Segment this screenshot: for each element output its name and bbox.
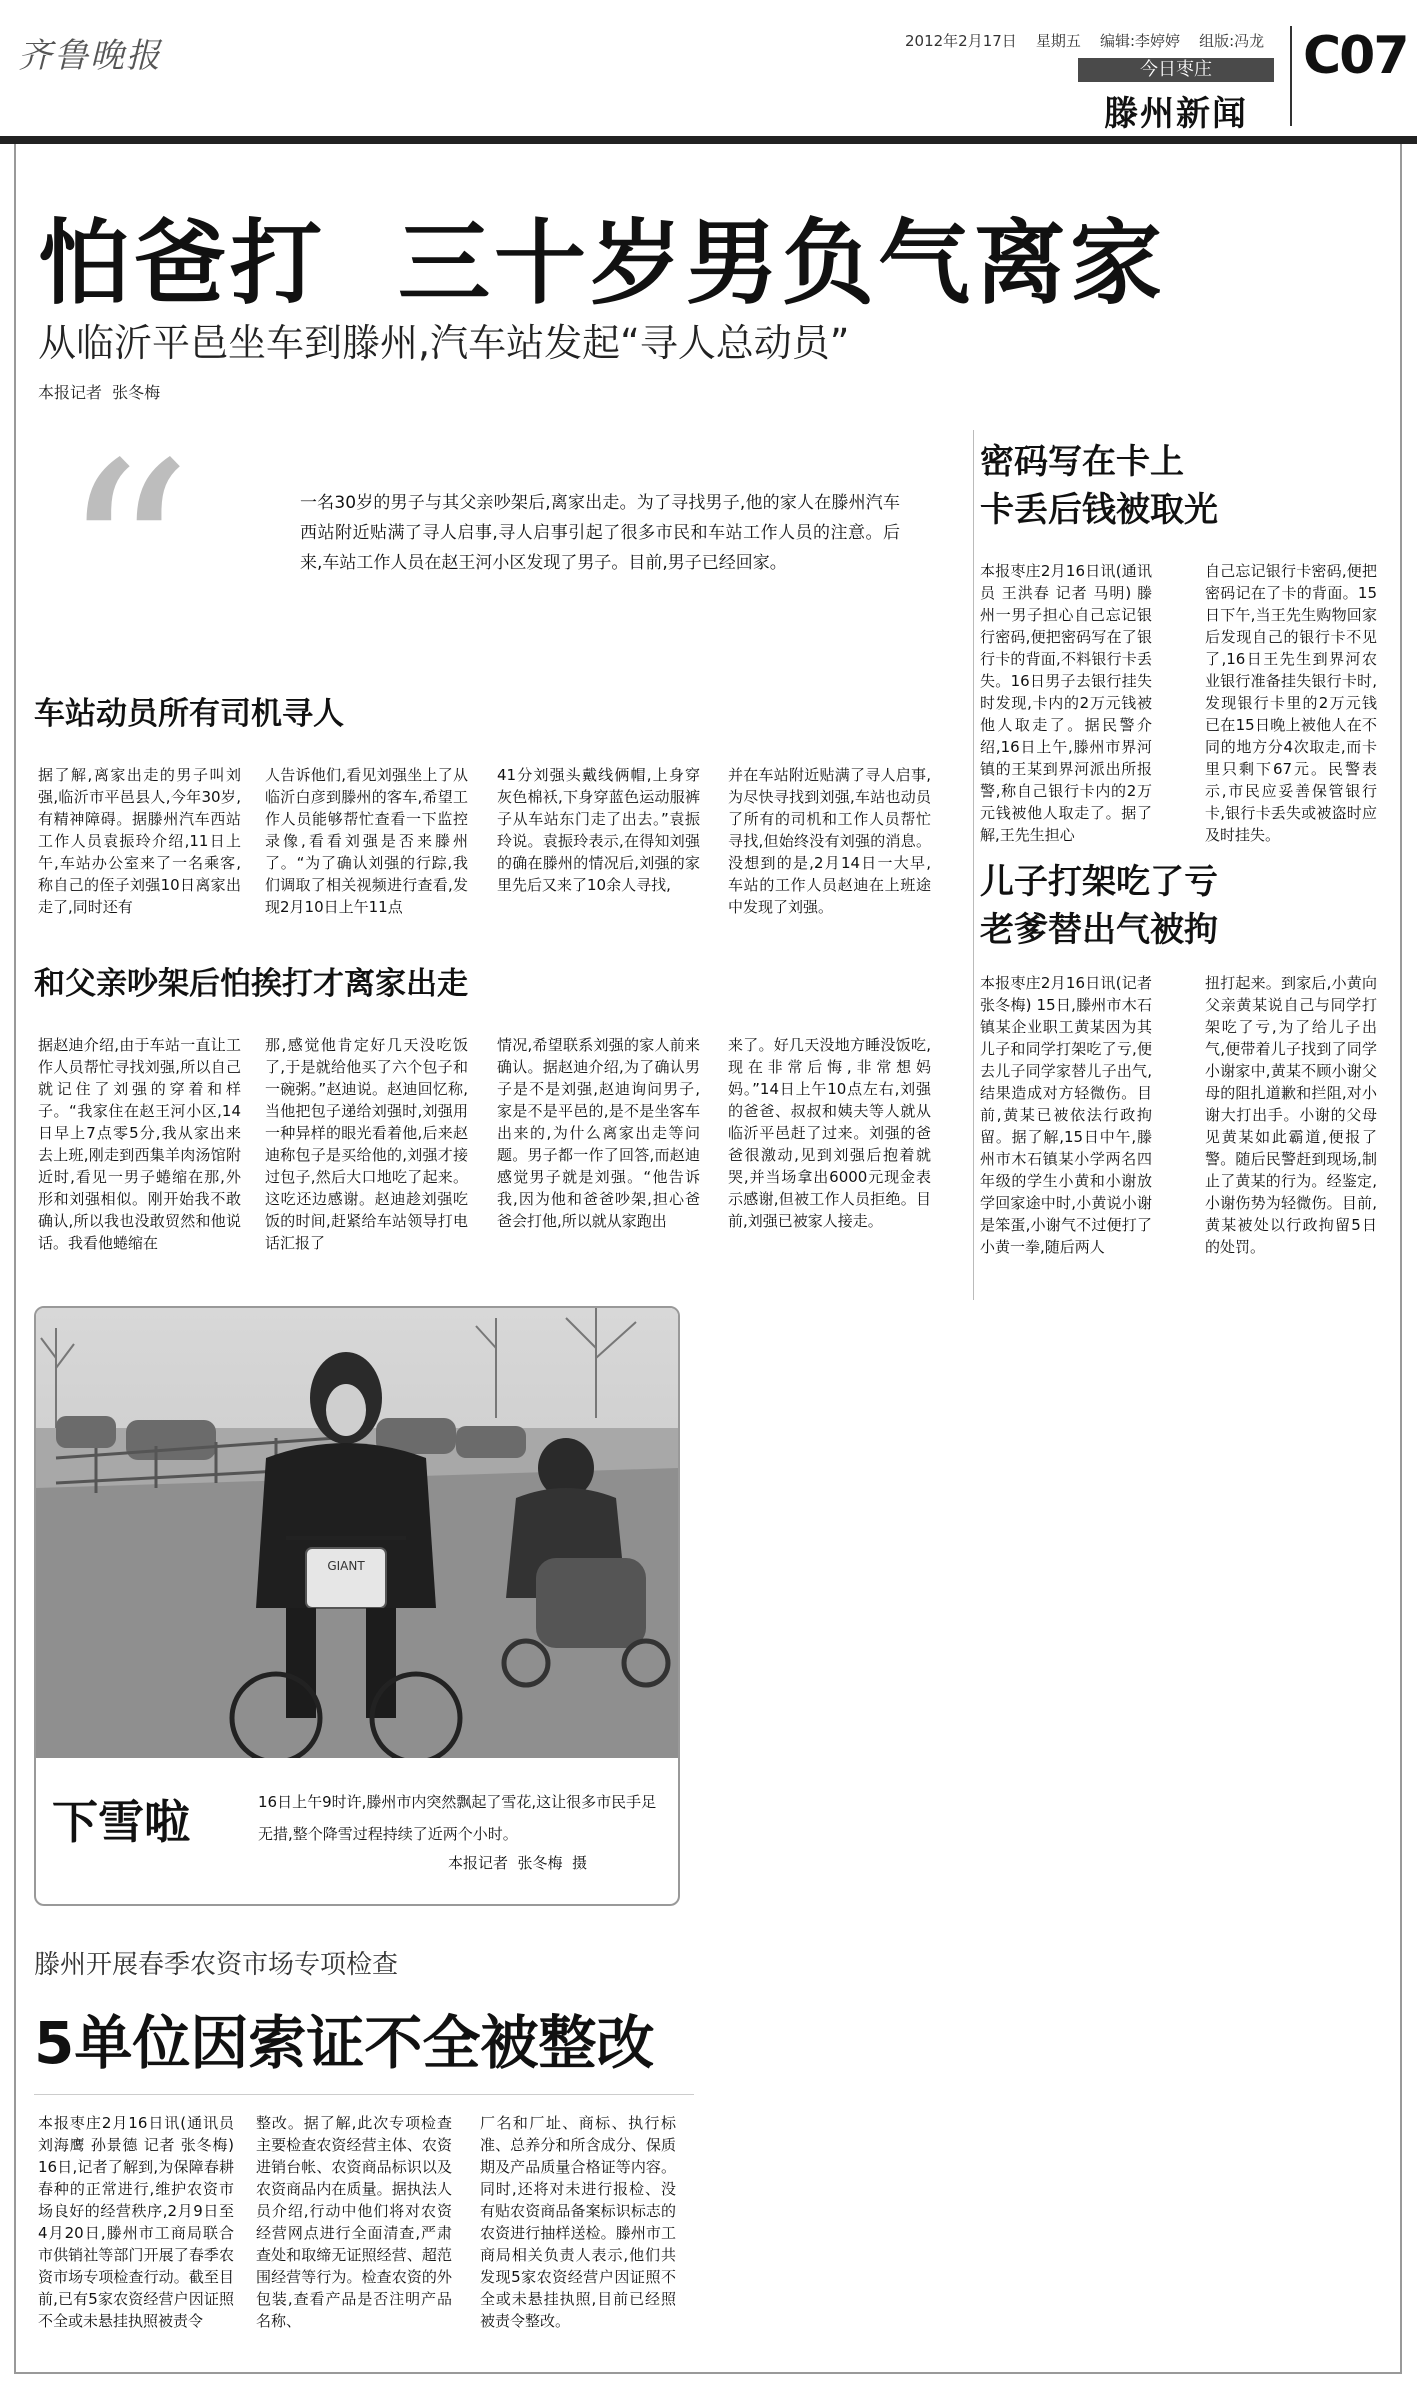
bottom-headline: 5单位因索证不全被整改 (34, 2009, 655, 2077)
section2-col-1: 据赵迪介绍,由于车站一直让工作人员帮忙寻找刘强,所以自己就记住了刘强的穿着和样子。“我家住在赵王河小区,14日早上7点零5分,我从家出来去上班,刚走到西集羊肉汤馆附近时,看见一男子蜷缩在那,外形和刘强相似。刚开始我不敢确认,所以我也没敢贸然和他说话。我看他蜷缩在 (38, 1036, 241, 1252)
frame-right (1400, 144, 1402, 2374)
issue-weekday: 星期五 (1035, 32, 1081, 50)
editor-credit: 编辑:李婷婷 (1099, 32, 1181, 50)
section-name: 滕州新闻 (1104, 94, 1248, 134)
side1-headline-2: 卡丢后钱被取光 (980, 490, 1218, 530)
side2-headline-2: 老爹替出气被拘 (980, 910, 1218, 950)
section2-heading: 和父亲吵架后怕挨打才离家出走 (34, 966, 468, 1002)
snow-photo-graphic (36, 1308, 678, 1758)
section2-col-3: 情况,希望联系刘强的家人前来确认。据赵迪介绍,为了确认男子是不是刘强,赵迪询问男子,家是不是平邑的,是不是坐客车出来的,为什么离家出走等问题。男子都一作了回答,而赵迪感觉男子就是刘强。“他告诉我,因为他和爸爸吵架,担心爸爸会打他,所以就从家跑出 (497, 1036, 700, 1230)
main-byline: 本报记者 张冬梅 (38, 383, 161, 402)
bottom-kicker: 滕州开展春季农资市场专项检查 (34, 1950, 399, 1980)
main-subhead: 从临沂平邑坐车到滕州,汽车站发起“寻人总动员” (38, 321, 850, 365)
main-headline: 怕爸打 三十岁男负气离家 (38, 210, 1167, 317)
masthead-divider (1290, 26, 1292, 126)
issue-date: 2012年2月17日 (905, 32, 1017, 50)
section2-col-4: 来了。好几天没地方睡没饭吃,现在非常后悔,非常想妈妈。”14日上午10点左右,刘强的爸爸、叔叔和姨夫等人就从临沂平邑赶了过来。刘强的爸爸很激动,见到刘强后抱着就哭,并当场拿出6000元现金表示感谢,但被工作人员拒绝。目前,刘强已被家人接走。 (728, 1036, 931, 1230)
newspaper-logo: 齐鲁晚报 (18, 36, 162, 76)
bottom-col-1: 本报枣庄2月16日讯(通讯员 刘海鹰 孙景德 记者 张冬梅) 16日,记者了解到,为保障春耕春种的正常进行,维护农资市场良好的经营秩序,2月9日至4月20日,滕州市工商局联合市供销社等部门开展了春季农资市场专项检查行动。截至目前,已有5家农资经营户因证照不全或未悬挂执照被责令 (38, 2114, 234, 2330)
photo-title: 下雪啦 (52, 1795, 190, 1849)
photo-credit: 本报记者 张冬梅 摄 (448, 1854, 588, 1872)
basket-label: GIANT (327, 1559, 365, 1573)
issue-meta (905, 30, 1264, 51)
top-rule (0, 136, 1417, 144)
frame-bottom (14, 2372, 1402, 2374)
side2-headline-1: 儿子打架吃了亏 (980, 862, 1218, 902)
snow-photo (36, 1308, 678, 1758)
bottom-col-2: 整改。据了解,此次专项检查主要检查农资经营主体、农资进销台帐、农资商品标识以及农资商品内在质量。据执法人员介绍,行动中他们将对农资经营网点进行全面清查,严肃查处和取缔无证照经营、超范围经营等行为。检查农资的外包装,查看产品是否注明产品名称、 (256, 2114, 452, 2330)
section1-col-4: 并在车站附近贴满了寻人启事,为尽快寻找到刘强,车站也动员了所有的司机和工作人员帮忙寻找,但始终没有刘强的消息。没想到的是,2月14日一大早,车站的工作人员赵迪在上班途中发现了刘强。 (728, 766, 931, 916)
photo-caption: 16日上午9时许,滕州市内突然飘起了雪花,这让很多市民手足无措,整个降雪过程持续了近两个小时。 (258, 1793, 657, 1843)
section1-col-1: 据了解,离家出走的男子叫刘强,临沂市平邑县人,今年30岁,有精神障碍。据滕州汽车西站工作人员袁振玲介绍,11日上午,车站办公室来了一名乘客,称自己的侄子刘强10日离家出走了,同时还有 (38, 766, 241, 916)
designer-credit: 组版:冯龙 (1199, 32, 1265, 50)
column-divider (973, 430, 974, 1300)
quote-mark-icon: “ (60, 409, 193, 711)
section1-heading: 车站动员所有司机寻人 (34, 696, 344, 732)
page-number: C07 (1303, 26, 1408, 86)
section2-col-2: 那,感觉他肯定好几天没吃饭了,于是就给他买了六个包子和一碗粥。”赵迪说。赵迪回忆称,当他把包子递给刘强时,刘强用一种异样的眼光看着他,后来赵迪称包子是买给他的,刘强才接过包子,然后大口地吃了起来。这吃还边感谢。赵迪趁刘强吃饭的时间,赶紧给车站领导打电话汇报了 (265, 1036, 468, 1252)
frame-left (14, 144, 16, 2374)
side2-col-1: 本报枣庄2月16日讯(记者 张冬梅) 15日,滕州市木石镇某企业职工黄某因为其儿子和同学打架吃了亏,便去儿子同学家替儿子出气,结果造成对方轻微伤。目前,黄某已被依法行政拘留。据了解,15日中午,滕州市木石镇某小学两名四年级的学生小黄和小谢放学回家途中时,小黄说小谢是笨蛋,小谢气不过便打了小黄一拳,随后两人 (980, 974, 1152, 1256)
section1-col-2: 人告诉他们,看见刘强坐上了从临沂白彦到滕州的客车,希望工作人员能够帮忙查看一下监控录像,看看刘强是否来滕州了。“为了确认刘强的行踪,我们调取了相关视频进行查看,发现2月10日上午11点 (265, 766, 468, 916)
bottom-col-3: 厂名和厂址、商标、执行标准、总养分和所含成分、保质期及产品质量合格证等内容。同时,还将对未进行报检、没有贴农资商品备案标识标志的农资进行抽样送检。滕州市工商局相关负责人表示,他们共发现5家农资经营户因证照不全或未悬挂执照,目前已经照被责令整改。 (480, 2114, 676, 2330)
section1-col-3: 41分刘强头戴线俩帽,上身穿灰色棉袄,下身穿蓝色运动服裤子从车站东门走了出去。”袁振玲说。袁振玲表示,在得知刘强的确在滕州的情况后,刘强的家里先后又来了10余人寻找, (497, 766, 700, 894)
side1-col-2: 自己忘记银行卡密码,便把密码记在了卡的背面。15日下午,当王先生购物回家后发现自己的银行卡不见了,16日王先生到界河农业银行准备挂失银行卡时,发现银行卡里的2万元钱已在15日晚上被他人在不同的地方分4次取走,而卡里只剩下67元。民警表示,市民应妥善保管银行卡,银行卡丢失或被盗时应及时挂失。 (1205, 562, 1377, 844)
side2-col-2: 扭打起来。到家后,小黄向父亲黄某说自己与同学打架吃了亏,为了给儿子出气,便带着儿子找到了同学小谢家中,黄某不顾小谢父母的阻扎道歉和拦阻,对小谢大打出手。小谢的父母见黄某如此霸道,便报了警。随后民警赶到现场,制止了黄某的行为。经鉴定,小谢伤势为轻微伤。目前,黄某被处以行政拘留5日的处罚。 (1205, 974, 1377, 1256)
story-intro: 一名30岁的男子与其父亲吵架后,离家出走。为了寻找男子,他的家人在滕州汽车西站附近贴满了寻人启事,寻人启事引起了很多市民和车站工作人员的注意。后来,车站工作人员在赵王河小区发现了男子。目前,男子已经回家。 (300, 493, 900, 573)
section-tag: 今日枣庄 (1078, 58, 1274, 82)
bottom-rule (34, 2094, 694, 2095)
side1-headline-1: 密码写在卡上 (980, 442, 1184, 482)
side1-col-1: 本报枣庄2月16日讯(通讯员 王洪春 记者 马明) 滕州一男子担心自己忘记银行密码,便把密码写在了银行卡的背面,不料银行卡丢失。16日男子去银行挂失时发现,卡内的2万元钱被他人取走了。据民警介绍,16日上午,滕州市界河镇的王某到界河派出所报警,称自己银行卡内的2万元钱被他人取走了。据了解,王先生担心 (980, 562, 1152, 844)
